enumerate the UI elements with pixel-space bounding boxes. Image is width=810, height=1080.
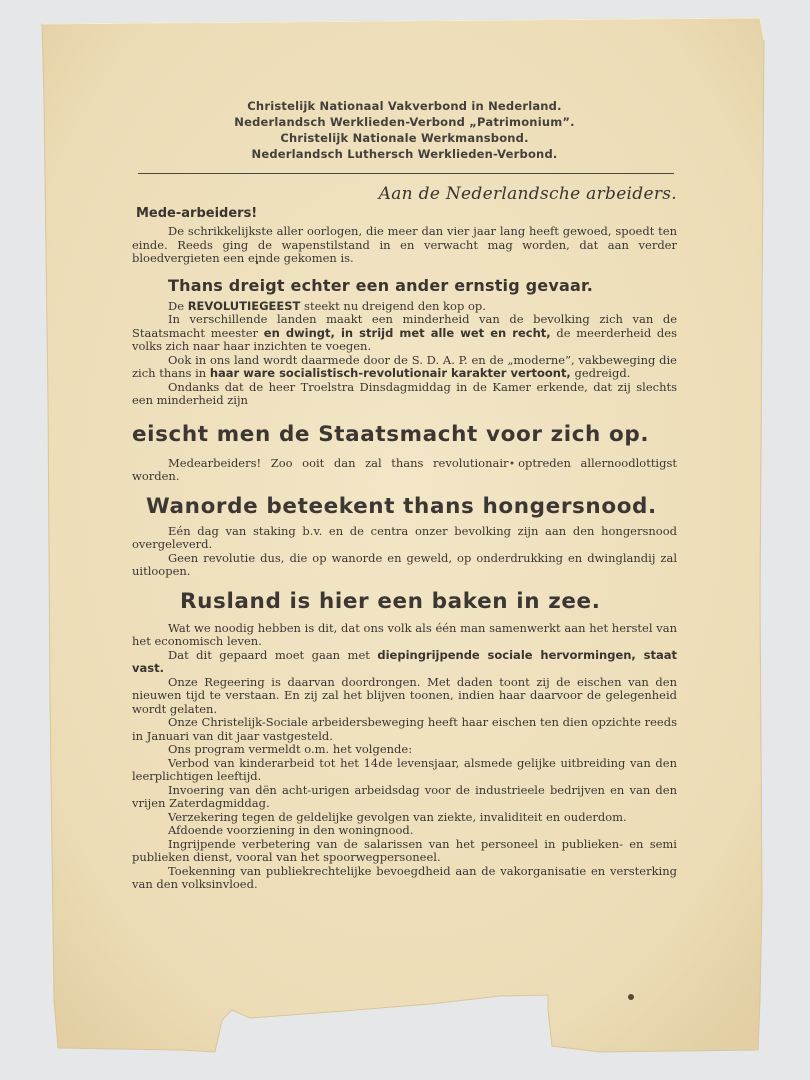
- paragraph: Dat dit gepaard moet gaan met diepingrijpende sociale hervormingen, staat vast.: [132, 647, 677, 675]
- program-item: Invoering van dën acht-urigen arbeidsdag voor de industrieele bedrijven en van den vrijen Zaterdagmiddag.: [132, 782, 677, 810]
- paragraph: Geen revolutie dus, die op wanorde en geweld, op onderdrukking en dwinglandij zal uitloopen.: [132, 550, 677, 578]
- paragraph: Onze Regeering is daarvan doordrongen. Met daden toont zij de eischen van den nieuwen tijd te verstaan. En zij zal het blijven toonen, indien haar daarvoor de gelegenheid wordt gelaten.: [132, 674, 677, 716]
- address-line: Aan de Nederlandsche arbeiders.: [378, 184, 677, 204]
- header-divider: [138, 173, 674, 174]
- paragraph: Onze Christelijk-Sociale arbeidersbeweging heeft haar eischen ten dien opzichte reeds in Januari van dit jaar vastgesteld.: [132, 715, 677, 743]
- header-line: Nederlandsch Werklieden-Verbond „Patrimonium”.: [234, 115, 575, 129]
- paragraph: Eén dag van staking b.v. en de centra onzer bevolking zijn aan den hongersnood overgeleverd.: [132, 523, 677, 551]
- paragraph: Wat we noodig hebben is dit, dat ons volk als één man samenwerkt aan het herstel van het economisch leven.: [132, 620, 677, 648]
- ink-spot: [628, 994, 634, 1000]
- intro-paragraph: De schrikkelijkste aller oorlogen, die meer dan vier jaar lang heeft gewoed, spoedt ten einde. Reeds ging de wapenstilstand in en verwacht mag worden, dat aan verder bloedvergieten een einde gekomen is.: [132, 224, 677, 265]
- header-line: Christelijk Nationaal Vakverbond in Nederland.: [247, 99, 562, 113]
- paragraph: Ondanks dat de heer Troelstra Dinsdagmiddag in de Kamer erkende, dat zij slechts een minderheid zijn: [132, 379, 677, 407]
- program-item: Afdoende voorziening in den woningnood.: [168, 823, 414, 837]
- leaflet-text: [132, 98, 677, 892]
- headline-wanorde: Wanorde beteekent thans hongersnood.: [146, 493, 657, 519]
- program-item: Ingrijpende verbetering van de salarissen van het personeel in publieken- en semi publieken dienst, vooral van het spoorwegpersoneel.: [132, 836, 677, 864]
- paragraph: Ons program vermeldt o.m. het volgende:: [168, 742, 413, 756]
- program-item: Toekenning van publiekrechtelijke bevoegdheid aan de vakorganisatie en versterking van den volksinvloed.: [132, 863, 677, 891]
- header-line: Christelijk Nationale Werkmansbond.: [280, 131, 529, 145]
- heading-danger: Thans dreigt echter een ander ernstig gevaar.: [168, 275, 594, 295]
- header-organizations: [132, 98, 677, 162]
- program-item: Verbod van kinderarbeid tot het 14de levensjaar, alsmede gelijke uitbreiding van den leerplichtigen leeftijd.: [132, 755, 677, 783]
- salutation: Mede-arbeiders!: [136, 206, 258, 221]
- paragraph: De REVOLUTIEGEEST steekt nu dreigend den kop op.: [168, 298, 486, 313]
- headline-staatsmacht: eischt men de Staatsmacht voor zich op.: [132, 421, 650, 447]
- program-item: Verzekering tegen de geldelijke gevolgen van ziekte, invaliditeit en ouderdom.: [168, 809, 627, 824]
- paragraph: In verschillende landen maakt een minderheid van de bevolking zich van de Staatsmacht meester en dwingt, in strijd met alle wet en recht, de meerderheid des volks zich naar haar inzichten te voegen.: [132, 312, 677, 353]
- paragraph: Ook in ons land wordt daarmede door de S. D. A. P. en de „moderne”, vakbeweging die zich thans in haar ware socialistisch-revolutionair karakter vertoont, gedreigd.: [132, 352, 677, 380]
- headline-rusland: Rusland is hier een baken in zee.: [180, 588, 601, 614]
- paragraph: Medearbeiders! Zoo ooit dan zal thans revolutionair optreden allernoodlottigst worden.: [132, 455, 677, 483]
- header-line: Nederlandsch Luthersch Werklieden-Verbond.: [251, 147, 558, 161]
